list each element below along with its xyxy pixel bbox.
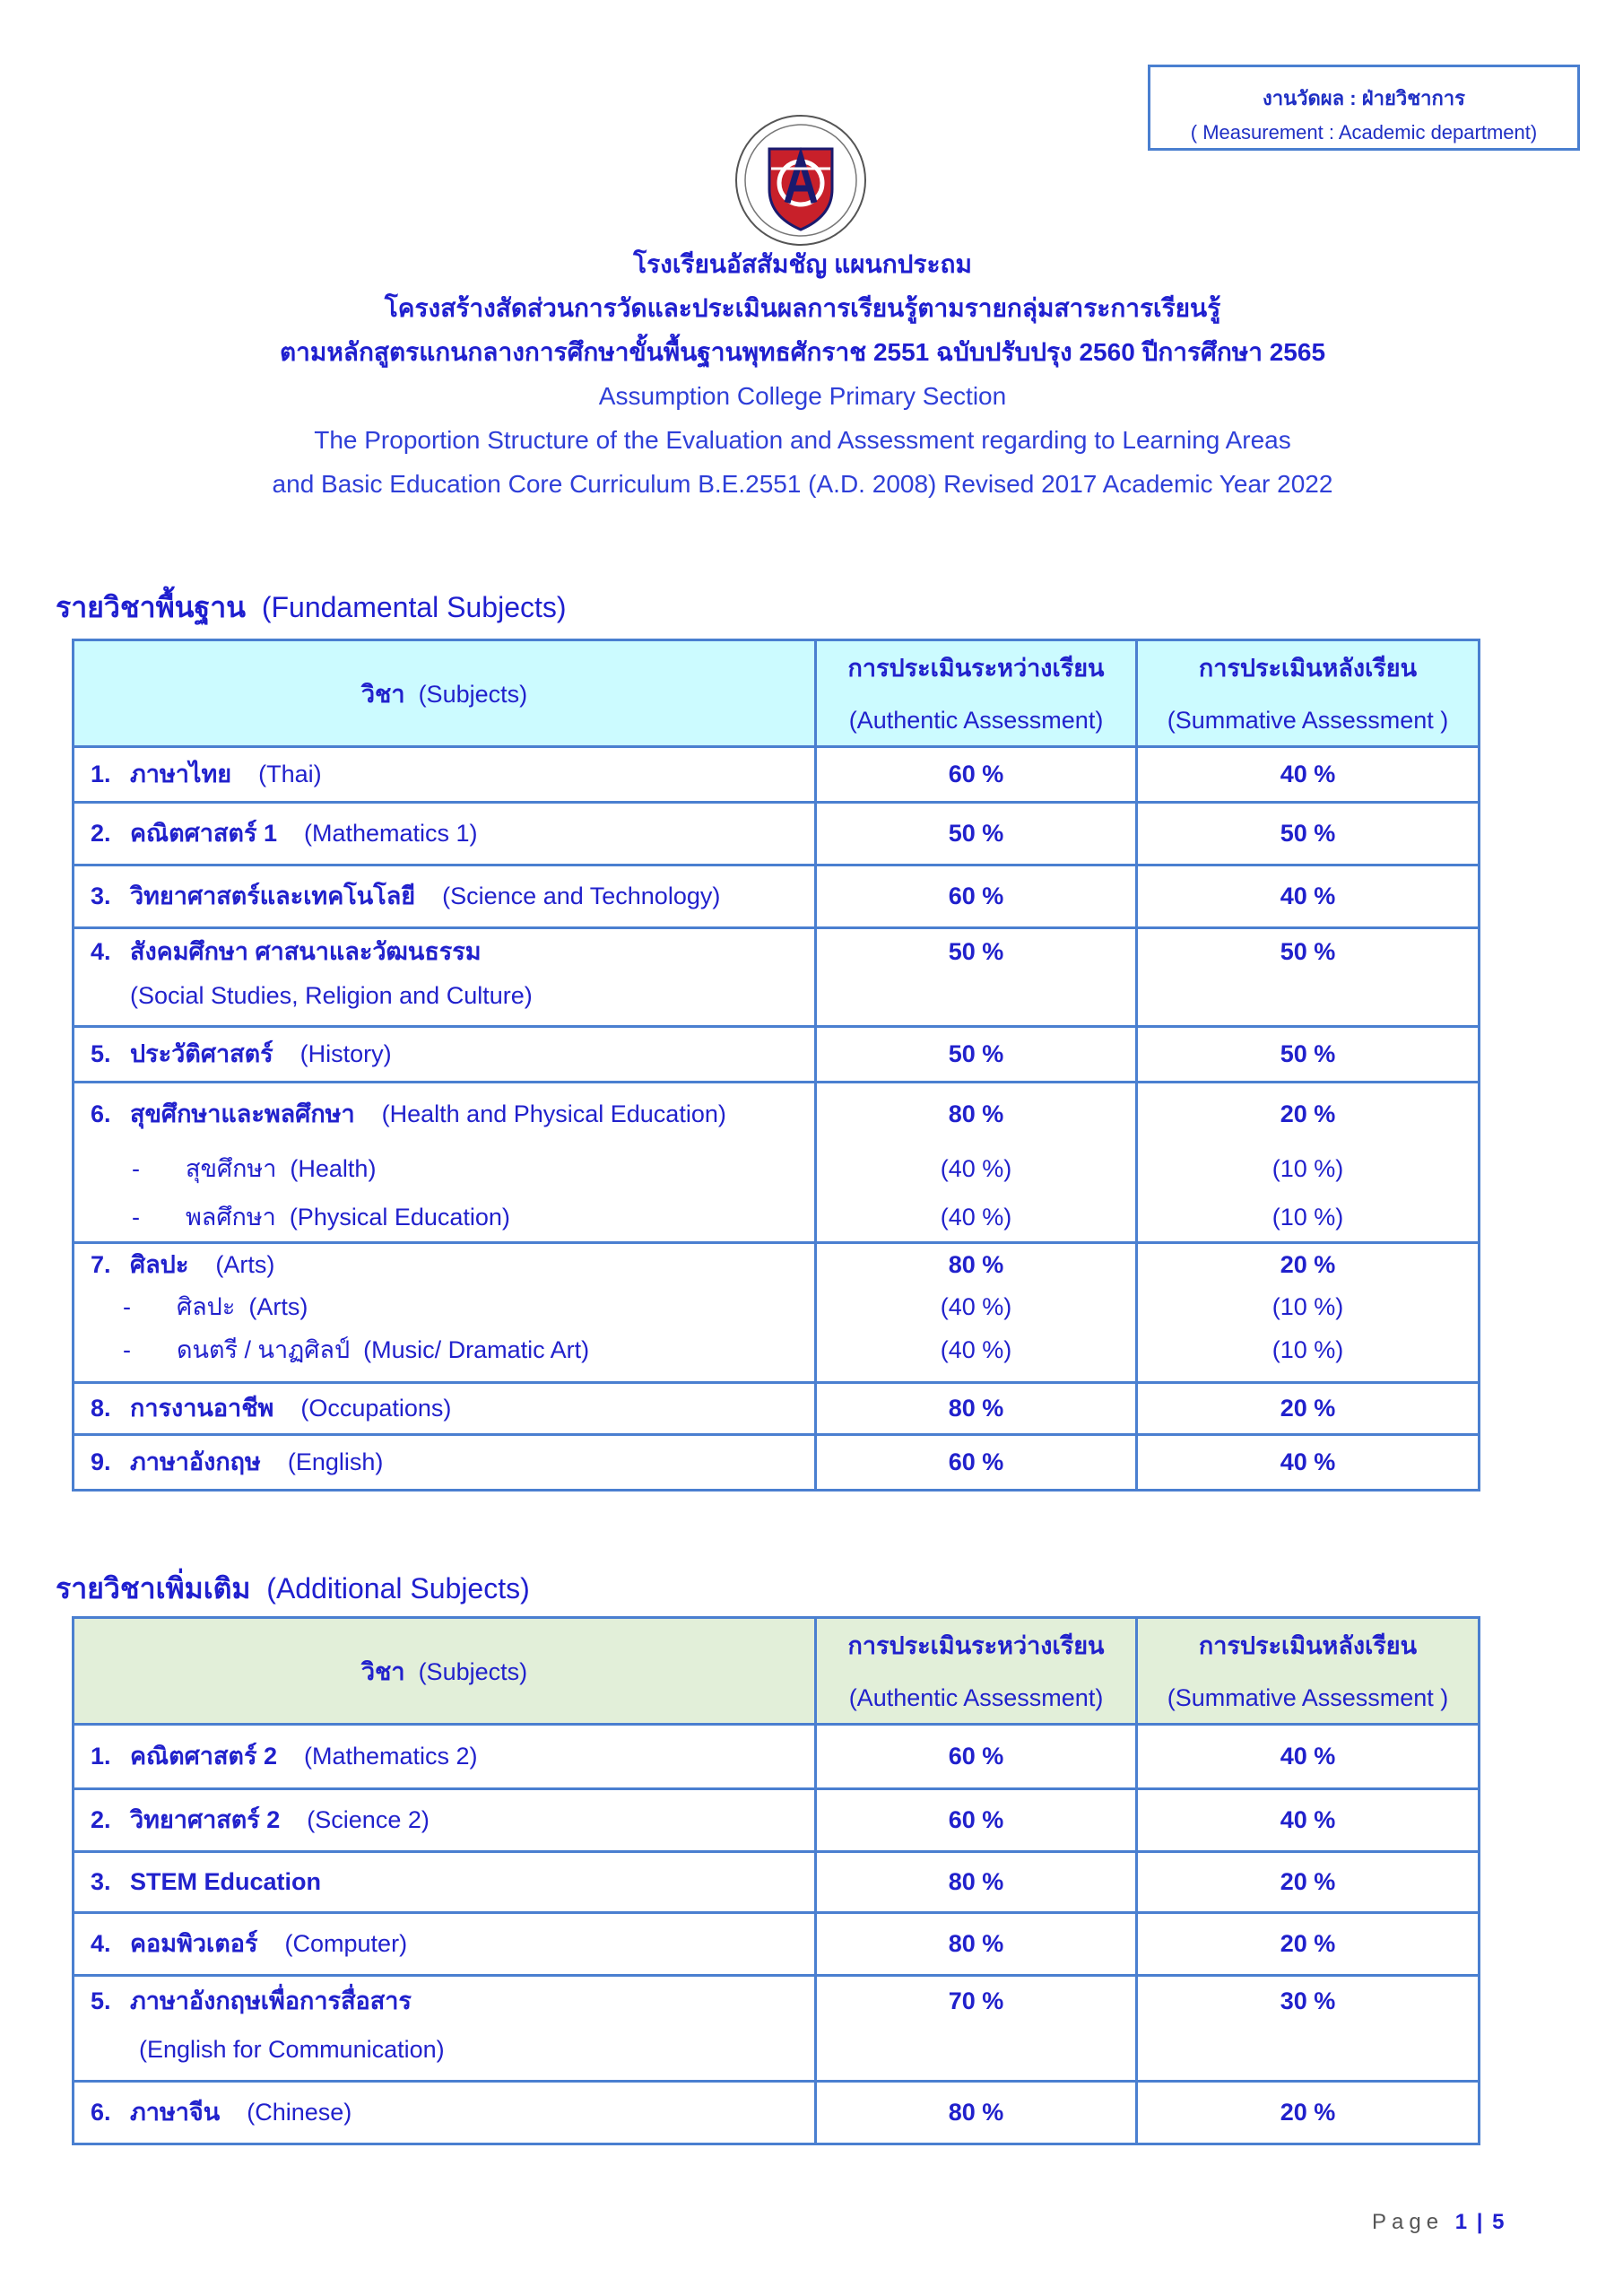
row-number: 1. <box>91 1743 111 1770</box>
sub-authentic-value: (40 %) <box>940 1204 1012 1231</box>
fundamental-table <box>72 639 1480 1492</box>
authentic-cell <box>816 865 1137 928</box>
subject-name-th: ประวัติศาสตร์ <box>130 1040 273 1067</box>
authentic-cell <box>816 1083 1137 1243</box>
subject-cell <box>74 1083 816 1243</box>
sub-summative-value: (10 %) <box>1271 1293 1344 1320</box>
summative-cell <box>1137 1976 1480 2082</box>
authentic-cell <box>816 1243 1137 1383</box>
row-number: 9. <box>91 1448 111 1475</box>
subject-name-en: (History) <box>299 1040 392 1067</box>
subject-cell <box>74 1976 816 2082</box>
summative-value: 40 % <box>1280 1448 1336 1475</box>
summative-value: 20 % <box>1280 1868 1336 1895</box>
summative-value: 40 % <box>1280 1806 1336 1833</box>
row-number: 2. <box>91 1806 111 1833</box>
subject-name-th: คณิตศาสตร์ 1 <box>130 820 277 847</box>
summative-value: 20 % <box>1280 2099 1336 2126</box>
sub-authentic-value: (40 %) <box>940 1336 1012 1363</box>
row-number: 1. <box>91 761 111 787</box>
sub-authentic-value: (40 %) <box>940 1155 1012 1182</box>
row-number: 3. <box>91 1868 111 1895</box>
summative-cell <box>1137 1083 1480 1243</box>
subject-cell <box>74 1852 816 1913</box>
subject-name-th: STEM Education <box>130 1868 322 1895</box>
subject-cell <box>74 803 816 865</box>
subject-main-line <box>91 1244 814 1285</box>
subject-name-th: ภาษาอังกฤษเพื่อการสื่อสาร <box>130 1987 412 2014</box>
subject-cell <box>74 1435 816 1491</box>
subject-name-th: สุขศึกษาและพลศึกษา <box>130 1100 355 1127</box>
subject-main-line <box>91 1436 814 1488</box>
department-en: ( Measurement : Academic department) <box>1190 121 1538 144</box>
subject-name-th: ภาษาจีน <box>130 2099 221 2126</box>
table-row <box>74 1383 1480 1435</box>
department-box <box>1148 65 1580 151</box>
subject-name-en: (English for Communication) <box>139 2036 445 2063</box>
authentic-cell <box>816 1852 1137 1913</box>
authentic-value: 50 % <box>948 1040 1004 1067</box>
subject-main-line <box>91 804 814 863</box>
summative-cell <box>1137 1027 1480 1083</box>
authentic-value: 60 % <box>948 761 1004 787</box>
subject-name-th: การงานอาชีพ <box>130 1395 274 1422</box>
subject-cell <box>74 928 816 1027</box>
school-name-th: โรงเรียนอัสสัมชัญ แผนกประถม <box>633 250 972 278</box>
table-row <box>74 1083 1480 1243</box>
authentic-cell <box>816 747 1137 803</box>
sub-item-dash: - <box>123 1293 131 1320</box>
table-row <box>74 1243 1480 1383</box>
subject-main-line <box>91 2083 814 2142</box>
subject-main-line <box>91 1914 814 1973</box>
row-number: 4. <box>91 1930 111 1957</box>
authentic-value: 60 % <box>948 1806 1004 1833</box>
sub-item-name-en: (Physical Education) <box>289 1204 510 1231</box>
structure-title-th: โครงสร้างสัดส่วนการวัดและประเมินผลการเรียนรู้ตามรายกลุ่มสาระการเรียนรู้ <box>384 294 1221 322</box>
row-number: 8. <box>91 1395 111 1422</box>
summative-column-header: การประเมินหลังเรียน (Summative Assessment ) <box>1137 1618 1480 1725</box>
subject-en-line <box>91 974 814 1017</box>
sub-item-dash: - <box>132 1155 140 1182</box>
subject-main-line <box>91 748 814 800</box>
subject-name-th: คอมพิวเตอร์ <box>130 1930 258 1957</box>
table-row <box>74 803 1480 865</box>
subject-cell <box>74 1789 816 1852</box>
subject-name-en: (English) <box>287 1448 384 1475</box>
summative-value: 40 % <box>1280 1743 1336 1770</box>
subject-cell <box>74 1027 816 1083</box>
authentic-value: 60 % <box>948 883 1004 909</box>
fundamental-title-en: (Fundamental Subjects) <box>261 591 567 623</box>
structure-title-en: The Proportion Structure of the Evaluation and Assessment regarding to Learning Areas <box>314 426 1291 454</box>
subject-name-th: ภาษาไทย <box>130 761 232 787</box>
authentic-value: 80 % <box>948 1395 1004 1422</box>
subject-main-line <box>91 1853 814 1910</box>
authentic-value: 80 % <box>948 2099 1004 2126</box>
page-label: Page <box>1372 2210 1445 2234</box>
summative-cell <box>1137 1383 1480 1435</box>
subject-name-en: (Occupations) <box>300 1395 452 1422</box>
row-number: 6. <box>91 2099 111 2126</box>
authentic-value: 80 % <box>948 1930 1004 1957</box>
authentic-cell <box>816 1913 1137 1976</box>
summative-value: 30 % <box>1280 1987 1336 2014</box>
authentic-cell <box>816 2082 1137 2144</box>
additional-section-title <box>56 1566 530 1612</box>
table-row <box>74 1725 1480 1789</box>
subject-main-line <box>91 866 814 926</box>
summative-cell <box>1137 1852 1480 1913</box>
subject-main-line <box>91 1083 814 1144</box>
subject-main-line <box>91 1384 814 1432</box>
additional-title-en: (Additional Subjects) <box>266 1572 530 1605</box>
document-header <box>0 242 1605 506</box>
table-row <box>74 1789 1480 1852</box>
table-header-row <box>74 640 1480 747</box>
school-logo-icon <box>733 113 868 248</box>
subject-main-line <box>91 1790 814 1849</box>
summative-value: 50 % <box>1280 820 1336 847</box>
subject-name-th: คณิตศาสตร์ 2 <box>130 1743 277 1770</box>
summative-value: 40 % <box>1280 883 1336 909</box>
authentic-cell <box>816 1027 1137 1083</box>
curriculum-title-th: ตามหลักสูตรแกนกลางการศึกษาขั้นพื้นฐานพุทธศักราช 2551 ฉบับปรับปรุง 2560 ปีการศึกษา 2565 <box>279 338 1326 366</box>
row-number: 3. <box>91 883 111 909</box>
authentic-cell <box>816 928 1137 1027</box>
summative-cell <box>1137 928 1480 1027</box>
subject-name-th: ภาษาอังกฤษ <box>130 1448 261 1475</box>
table-row <box>74 747 1480 803</box>
summative-column-header: การประเมินหลังเรียน (Summative Assessment ) <box>1137 640 1480 747</box>
subject-main-line <box>91 1726 814 1787</box>
subject-cell <box>74 1243 816 1383</box>
table-row <box>74 1976 1480 2082</box>
sub-item-dash: - <box>132 1204 140 1231</box>
subject-cell <box>74 1383 816 1435</box>
summative-value: 20 % <box>1280 1395 1336 1422</box>
sub-summative-value: (10 %) <box>1271 1155 1344 1182</box>
row-number: 7. <box>91 1251 111 1278</box>
subject-name-th: สังคมศึกษา ศาสนาและวัฒนธรรม <box>130 938 482 965</box>
subject-name-en: (Health and Physical Education) <box>381 1100 726 1127</box>
summative-value: 20 % <box>1280 1251 1336 1278</box>
summative-cell <box>1137 1789 1480 1852</box>
subject-cell <box>74 747 816 803</box>
summative-value: 40 % <box>1280 761 1336 787</box>
curriculum-title-en: and Basic Education Core Curriculum B.E.2551 (A.D. 2008) Revised 2017 Academic Year 2022 <box>272 470 1333 498</box>
subject-main-line <box>91 929 814 974</box>
authentic-value: 60 % <box>948 1743 1004 1770</box>
additional-table <box>72 1616 1480 2145</box>
subject-column-header: วิชา (Subjects) <box>74 1618 816 1725</box>
summative-cell <box>1137 1913 1480 1976</box>
subject-cell <box>74 865 816 928</box>
subject-en-line <box>91 2025 814 2074</box>
subject-name-en: (Arts) <box>215 1251 275 1278</box>
sub-item-name-en: (Music/ Dramatic Art) <box>363 1336 590 1363</box>
table-row <box>74 1027 1480 1083</box>
authentic-value: 50 % <box>948 820 1004 847</box>
summative-cell <box>1137 1243 1480 1383</box>
table-header-row <box>74 1618 1480 1725</box>
subject-column-header: วิชา (Subjects) <box>74 640 816 747</box>
authentic-value: 70 % <box>948 1987 1004 2014</box>
summative-cell <box>1137 865 1480 928</box>
table-row <box>74 865 1480 928</box>
subject-name-th: ศิลปะ <box>130 1251 189 1278</box>
row-number: 4. <box>91 938 111 965</box>
sub-summative-value: (10 %) <box>1271 1204 1344 1231</box>
subject-main-line <box>91 1028 814 1080</box>
summative-cell <box>1137 2082 1480 2144</box>
table-row <box>74 1852 1480 1913</box>
subject-name-en: (Thai) <box>258 761 322 787</box>
sub-item-line <box>91 1144 814 1193</box>
subject-name-en: (Science and Technology) <box>442 883 721 909</box>
table-row <box>74 1913 1480 1976</box>
summative-cell <box>1137 1435 1480 1491</box>
page-number: 1 | 5 <box>1454 2210 1506 2234</box>
summative-cell <box>1137 1725 1480 1789</box>
fundamental-title-th: รายวิชาพื้นฐาน <box>56 591 247 623</box>
sub-item-name-en: (Health) <box>290 1155 377 1182</box>
subject-name-th: วิทยาศาสตร์ 2 <box>130 1806 281 1833</box>
sub-item-line <box>91 1193 814 1241</box>
sub-item-name-en: (Arts) <box>248 1293 308 1320</box>
authentic-value: 80 % <box>948 1868 1004 1895</box>
authentic-cell <box>816 1976 1137 2082</box>
authentic-cell <box>816 1383 1137 1435</box>
authentic-cell <box>816 1435 1137 1491</box>
sub-item-name-th: ดนตรี / นาฏศิลป์ <box>177 1336 351 1363</box>
sub-item-dash: - <box>123 1336 131 1363</box>
row-number: 6. <box>91 1100 111 1127</box>
subject-cell <box>74 1913 816 1976</box>
authentic-cell <box>816 1789 1137 1852</box>
sub-authentic-value: (40 %) <box>940 1293 1012 1320</box>
authentic-column-header: การประเมินระหว่างเรียน (Authentic Assessment) <box>816 1618 1137 1725</box>
subject-cell <box>74 1725 816 1789</box>
subject-name-en: (Science 2) <box>307 1806 430 1833</box>
subject-name-en: (Mathematics 1) <box>304 820 478 847</box>
row-number: 5. <box>91 1040 111 1067</box>
subject-name-en: (Computer) <box>284 1930 408 1957</box>
subject-name-en: (Mathematics 2) <box>304 1743 478 1770</box>
authentic-column-header: การประเมินระหว่างเรียน (Authentic Assessment) <box>816 640 1137 747</box>
table-row <box>74 1435 1480 1491</box>
summative-value: 50 % <box>1280 938 1336 965</box>
authentic-value: 80 % <box>948 1100 1004 1127</box>
sub-item-line <box>91 1328 814 1371</box>
sub-item-name-th: สุขศึกษา <box>186 1155 277 1182</box>
subject-name-th: วิทยาศาสตร์และเทคโนโลยี <box>130 883 416 909</box>
table-row <box>74 928 1480 1027</box>
sub-item-name-th: ศิลปะ <box>177 1293 236 1320</box>
subject-cell <box>74 2082 816 2144</box>
subject-name-en: (Social Studies, Religion and Culture) <box>130 982 533 1009</box>
row-number: 5. <box>91 1987 111 2014</box>
fundamental-section-title <box>56 585 567 631</box>
authentic-cell <box>816 803 1137 865</box>
school-name-en: Assumption College Primary Section <box>598 382 1007 410</box>
table-row <box>74 2082 1480 2144</box>
summative-value: 20 % <box>1280 1100 1336 1127</box>
sub-item-name-th: พลศึกษา <box>186 1204 276 1231</box>
summative-value: 50 % <box>1280 1040 1336 1067</box>
department-th: งานวัดผล : ฝ่ายวิชาการ <box>1263 87 1465 109</box>
authentic-value: 50 % <box>948 938 1004 965</box>
additional-title-th: รายวิชาเพิ่มเติม <box>56 1572 251 1605</box>
summative-value: 20 % <box>1280 1930 1336 1957</box>
authentic-value: 60 % <box>948 1448 1004 1475</box>
subject-main-line <box>91 1977 814 2025</box>
subject-name-en: (Chinese) <box>247 2099 352 2126</box>
row-number: 2. <box>91 820 111 847</box>
authentic-value: 80 % <box>948 1251 1004 1278</box>
authentic-cell <box>816 1725 1137 1789</box>
summative-cell <box>1137 747 1480 803</box>
sub-summative-value: (10 %) <box>1271 1336 1344 1363</box>
page-footer <box>1372 2210 1506 2235</box>
summative-cell <box>1137 803 1480 865</box>
sub-item-line <box>91 1285 814 1328</box>
